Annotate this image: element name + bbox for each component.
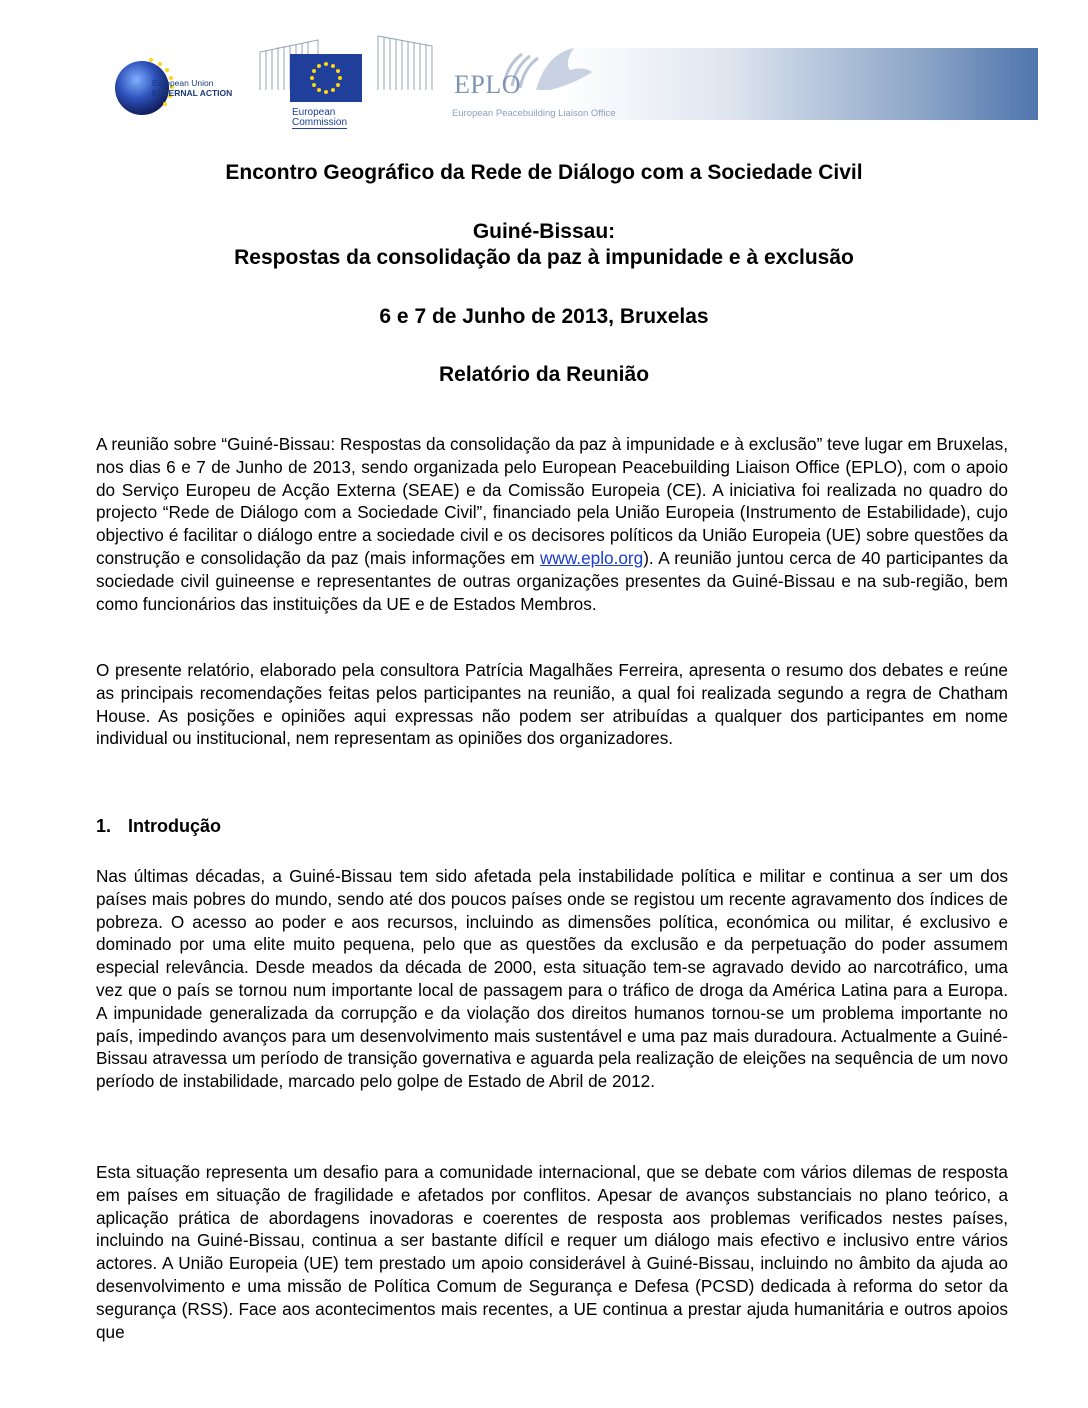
paragraph-report-note: O presente relatório, elaborado pela consultora Patrícia Magalhães Ferreira, apresenta o resumo dos debates e reúne as principais recomendações feitas pelos participantes na reunião, a qual foi realizada segundo a regra de Chatham House. As posições e opiniões aqui expressas não podem ser atribuídas a qualquer dos participantes em nome individual ou institucional, nem representam as opiniões dos organizadores. [96, 660, 1008, 749]
eplo-logo [446, 44, 616, 124]
main-title: Encontro Geográfico da Rede de Diálogo com a Sociedade Civil [225, 161, 863, 184]
eeas-line2: EXTERNAL ACTION [152, 88, 233, 98]
eplo-website-link[interactable]: www.eplo.org [540, 547, 644, 568]
paragraph-intro [96, 433, 1008, 615]
report-title: Relatório da Reunião [438, 363, 650, 386]
country-title: Guiné-Bissau: [472, 220, 616, 243]
eeas-wordmark [152, 78, 262, 98]
eplo-wordmark: EPLO [454, 70, 521, 99]
ec-caption [292, 108, 347, 129]
document-header [0, 0, 1088, 140]
european-commission-logo [258, 32, 434, 128]
ec-line1: European [292, 107, 336, 118]
paragraph-intro-text-end: ). A reunião juntou cerca de 40 participantes da sociedade civil guineense e representantes de outras organizações presentes da Guiné-Bissau e na sub-região, bem como funcionários das instituições da UE e de Estados Membros. [96, 547, 1008, 614]
paragraph-context: Nas últimas décadas, a Guiné-Bissau tem sido afetada pela instabilidade política e militar e continua a ser um dos países mais pobres do mundo, sendo até dos poucos países onde se registou um recente agravamento dos índices de pobreza. O acesso ao poder e aos recursos, incluindo as dimensões política, económica ou militar, é exclusivo e dominado por uma elite muito pequena, pelo que as questões da exclusão e da perpetuação do poder assumem especial relevância. Desde meados da década de 2000, esta situação tem-se agravado devido ao narcotráfico, uma vez que o país se tornou num importante local de passagem para o tráfico de droga da América Latina para a Europa. A impunidade generalizada da corrupção e da violação dos direitos humanos tornou-se um problema importante no país, impedindo avanços para um desenvolvimento mais sustentável e uma paz mais duradoura. Actualmente a Guiné-Bissau atravessa um período de transição governativa e aguarda pela realização de eleições na sequência de um novo período de instabilidade, marcado pelo golpe de Estado de Abril de 2012. [96, 866, 1008, 1092]
ec-line2: Commission [292, 117, 348, 128]
eeas-logo [112, 54, 252, 124]
section-title: Introdução [128, 816, 221, 836]
section-number: 1. [96, 816, 112, 836]
date-location: 6 e 7 de Junho de 2013, Bruxelas [379, 305, 709, 328]
paragraph-intro-text: A reunião sobre “Guiné-Bissau: Respostas da consolidação da paz à impunidade e à exclusão” teve lugar em Bruxelas, nos dias 6 e 7 de Junho de 2013, sendo organizada pelo European Peacebuilding Liaison Office (EPLO), com o apoio do Serviço Europeu de Acção Externa (SEAE) e da Comissão Europeia (CE). A iniciativa foi realizada no quadro do projecto “Rede de Diálogo com a Sociedade Civil”, financiado pela União Europeia (Instrumento de Estabilidade), cujo objectivo é facilitar o diálogo entre a sociedade civil e os decisores políticos da União Europeia (UE) sobre questões da construção e consolidação da paz (mais informações em [96, 434, 1008, 568]
subtitle: Respostas da consolidação da paz à impunidade e à exclusão [234, 246, 854, 269]
paragraph-challenge: Esta situação representa um desafio para a comunidade internacional, que se debate com vários dilemas de resposta em países em situação de fragilidade e afetados por conflitos. Apesar de avanços substanciais no plano teórico, a aplicação prática de abordagens inovadoras e coerentes de resposta aos problemas verificados nestes países, incluindo na Guiné-Bissau, continua a ser bastante difícil e requer um diálogo mais efectivo e inclusivo entre vários actores. A União Europeia (UE) tem prestado um apoio considerável à Guiné-Bissau, incluindo no âmbito da ajuda ao desenvolvimento e uma missão de Política Comum de Segurança e Defesa (PCSD) dedicada à reforma do setor da segurança (RSS). Face aos acontecimentos mais recentes, a UE continua a prestar ajuda humanitária e outros apoios que [96, 1162, 1008, 1342]
eu-flag-icon [290, 54, 362, 102]
section-heading-introducao [96, 816, 221, 837]
eplo-subtitle: European Peacebuilding Liaison Office [452, 108, 616, 119]
eeas-line1: European Union [152, 78, 214, 88]
header-gradient-band [560, 48, 1038, 120]
